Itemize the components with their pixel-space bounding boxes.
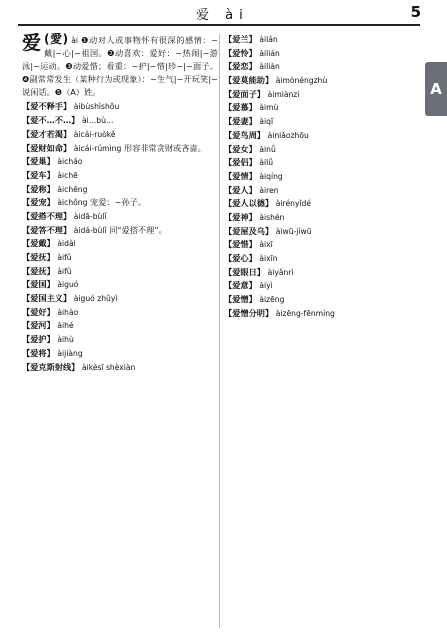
entry-pinyin: àibùshìshǒu: [73, 102, 120, 112]
entry-headword: 【爱好】: [22, 306, 55, 317]
entry-pinyin: àixīn: [259, 254, 278, 263]
entry-headword: 【爱人】: [224, 184, 257, 195]
dictionary-entry: [224, 101, 420, 114]
dictionary-entry: [224, 279, 420, 292]
dictionary-entry: [224, 238, 420, 251]
dictionary-entry: [224, 266, 420, 279]
entry-headword: 【爱国】: [22, 279, 55, 290]
entry-headword: 【爱宠】: [22, 197, 55, 208]
entry-headword: 【爱鸟周】: [224, 129, 265, 140]
entry-headword: 【爱人以德】: [224, 198, 274, 209]
entry-headword: 【爱惜】: [224, 239, 257, 250]
entry-headword: 【爱称】: [22, 183, 55, 194]
dictionary-entry: [22, 183, 218, 196]
right-entry-list: [224, 33, 420, 320]
dictionary-entry: [224, 74, 420, 87]
dictionary-entry: [22, 169, 218, 182]
entry-headword: 【爱憎分明】: [224, 307, 274, 318]
main-pinyin: ài: [71, 36, 78, 45]
page-number: 5: [410, 3, 421, 21]
dictionary-entry: [22, 100, 218, 113]
dictionary-entry: [224, 143, 420, 156]
entry-headword: 【爱抚】: [22, 265, 55, 276]
dictionary-entry: [224, 88, 420, 101]
entry-headword: 【爱慕】: [224, 102, 257, 113]
dictionary-entry: [22, 292, 218, 305]
entry-headword: 【爱戴】: [22, 238, 55, 249]
entry-headword: 【爱河】: [22, 320, 55, 331]
entry-headword: 【爱神】: [224, 211, 257, 222]
entry-headword: 【爱不…不…】: [22, 115, 80, 126]
entry-headword: 【爱莫能助】: [224, 75, 274, 86]
entry-headword: 【爱屋及乌】: [224, 225, 274, 236]
dictionary-entry: [224, 252, 420, 265]
entry-definition: 形容非常贪财或吝啬。: [123, 142, 206, 153]
dictionary-entry: [22, 155, 218, 168]
dictionary-entry: [22, 319, 218, 332]
dictionary-entry: [22, 333, 218, 346]
entry-pinyin: àiqíng: [259, 171, 283, 181]
entry-headword: 【爱巢】: [22, 156, 55, 167]
header-rule: [18, 24, 420, 26]
entry-pinyin: àihù: [57, 335, 74, 345]
dictionary-entry: [22, 251, 218, 264]
entry-pinyin: àihé: [57, 321, 74, 331]
entry-pinyin: àichǒng: [57, 198, 88, 208]
dictionary-entry: [224, 156, 420, 169]
entry-pinyin: àilán: [259, 35, 278, 44]
entry-pinyin: àicháo: [57, 157, 83, 167]
running-head: 爱 ài: [196, 8, 249, 23]
entry-headword: 【爱女】: [224, 143, 257, 154]
entry-definition: 同“爱搭不理”。: [109, 224, 167, 235]
entry-headword: 【爱护】: [22, 334, 55, 345]
dictionary-entry: [224, 211, 420, 224]
right-column: [224, 33, 420, 631]
entry-headword: 【爱妻】: [224, 116, 257, 127]
entry-pinyin: àichēng: [57, 184, 88, 194]
dictionary-entry: [224, 197, 420, 210]
dictionary-entry: [22, 210, 218, 223]
entry-pinyin: àicái-rúmìng: [73, 143, 122, 153]
entry-headword: 【爱将】: [22, 347, 55, 358]
left-entry-list: [22, 100, 218, 373]
dictionary-entry: [22, 278, 218, 291]
dictionary-entry: [224, 60, 420, 73]
alphabet-thumb-tab[interactable]: A: [425, 62, 447, 116]
entry-headword: 【爱车】: [22, 169, 55, 180]
dictionary-entry: [22, 224, 218, 237]
entry-headword: 【爱答不理】: [22, 224, 72, 235]
entry-pinyin: àiniǎozhōu: [267, 130, 309, 140]
entry-pinyin: àiguó: [57, 280, 79, 290]
entry-headword: 【爱搭不理】: [22, 210, 72, 221]
dictionary-entry: [224, 307, 420, 320]
dictionary-entry: [224, 33, 420, 46]
dictionary-entry: [224, 129, 420, 142]
main-headword: 爱: [22, 33, 42, 54]
entry-pinyin: àiwū-jíwū: [275, 226, 312, 236]
entry-pinyin: àiguó zhǔyì: [73, 294, 118, 304]
entry-pinyin: àishén: [259, 212, 285, 222]
entry-pinyin: àiqī: [259, 117, 274, 127]
dictionary-entry: [224, 184, 420, 197]
entry-pinyin: àifǔ: [57, 253, 72, 263]
entry-headword: 【爱情】: [224, 170, 257, 181]
entry-pinyin: ài…bù…: [81, 116, 114, 126]
entry-headword: 【爱面子】: [224, 88, 265, 99]
entry-pinyin: àiren: [259, 185, 279, 195]
entry-pinyin: àidài: [57, 239, 76, 249]
entry-pinyin: àimù: [259, 103, 279, 113]
dictionary-entry: [224, 47, 420, 60]
entry-headword: 【爱国主义】: [22, 293, 72, 304]
entry-headword: 【爱心】: [224, 253, 257, 263]
entry-pinyin: àiyì: [259, 281, 273, 291]
entry-headword: 【爱不释手】: [22, 101, 72, 112]
entry-pinyin: àifǔ: [57, 266, 72, 276]
dictionary-entry: [224, 170, 420, 183]
entry-pinyin: àimiànzi: [267, 89, 300, 99]
dictionary-entry: [224, 293, 420, 306]
entry-pinyin: àizēng: [259, 295, 285, 305]
entry-pinyin: àimònéngzhù: [275, 76, 328, 86]
entry-pinyin: àizēng-fēnmíng: [275, 308, 335, 318]
entry-definition: 宠爱：~孙子。: [90, 197, 147, 208]
dictionary-entry: [224, 115, 420, 128]
left-column: [22, 33, 218, 631]
entry-headword: 【爱抚】: [22, 252, 55, 263]
dictionary-entry: [22, 347, 218, 360]
entry-pinyin: àidā-bùlǐ: [73, 211, 107, 221]
entry-headword: 【爱侣】: [224, 157, 257, 168]
entry-headword: 【爱财如命】: [22, 142, 72, 153]
entry-pinyin: àirényǐdé: [275, 199, 312, 209]
dictionary-entry: [22, 142, 218, 155]
dictionary-entry: [22, 265, 218, 278]
entry-headword: 【爱恋】: [224, 61, 257, 72]
entry-headword: 【爱眼日】: [224, 266, 265, 277]
entry-headword: 【爱才若渴】: [22, 128, 72, 139]
entry-pinyin: àilǚ: [259, 158, 274, 168]
dictionary-entry: [22, 361, 218, 374]
dictionary-entry: [22, 237, 218, 250]
page-header: [0, 0, 447, 26]
main-entry: [22, 33, 218, 99]
dictionary-entry: [22, 128, 218, 141]
entry-pinyin: àilián: [259, 48, 280, 58]
entry-headword: 【爱意】: [224, 280, 257, 291]
entry-pinyin: àidá-bùlǐ: [73, 225, 107, 235]
dictionary-entry: [22, 114, 218, 127]
dictionary-entry: [22, 196, 218, 209]
entry-pinyin: àikèsī shèxiàn: [81, 362, 136, 372]
entry-headword: 【爱憎】: [224, 294, 257, 305]
entry-pinyin: àihào: [57, 307, 79, 317]
entry-headword: 【爱兰】: [224, 34, 257, 44]
entry-pinyin: àicái-ruòkě: [73, 129, 116, 139]
column-divider: [219, 34, 220, 628]
entry-pinyin: àiyǎnrì: [267, 267, 294, 277]
dictionary-entry: [224, 225, 420, 238]
entry-pinyin: àixī: [259, 240, 273, 250]
dictionary-entry: [22, 306, 218, 319]
main-definition: ❶动对人或事物怀有很深的感情：~戴|~心|~祖国。❷动喜欢：爱好：~热闹|~游泳|~运动。❸动爱惜；看重：~护|~惜|珍~|~面子。❹副常常发生（某种行为或现象）：~生气|~开玩笑|~说闲话。❺（A）姓。: [22, 35, 218, 98]
entry-pinyin: àinǚ: [259, 144, 276, 154]
entry-pinyin: àiliàn: [259, 62, 280, 72]
main-headword-traditional: (愛): [44, 33, 69, 46]
entry-pinyin: àijiàng: [57, 348, 83, 358]
entry-headword: 【爱怜】: [224, 47, 257, 58]
entry-pinyin: àichē: [57, 170, 78, 180]
entry-headword: 【爱克斯射线】: [22, 361, 80, 372]
